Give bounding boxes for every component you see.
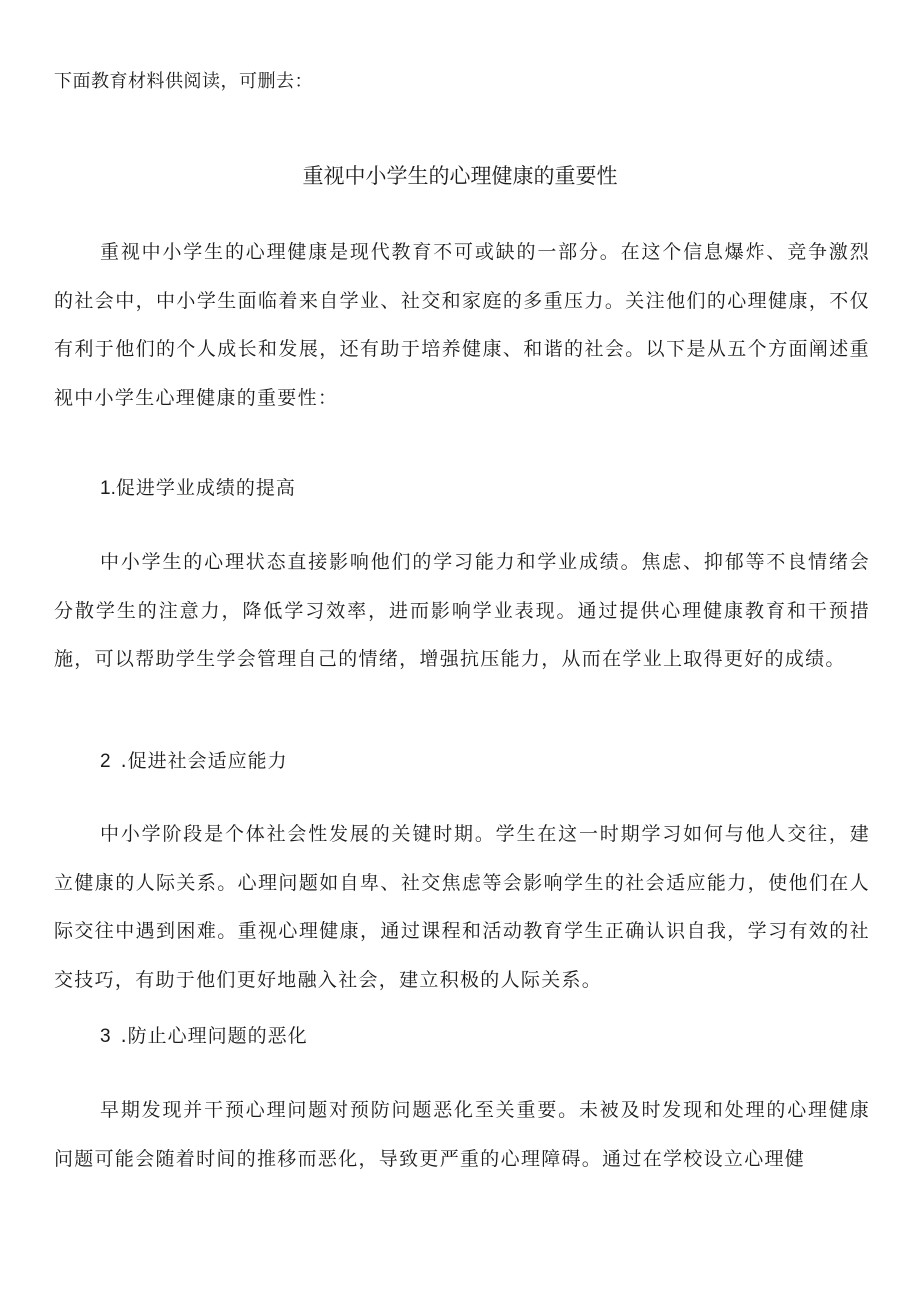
section-heading-2 <box>100 747 288 776</box>
section-title-2: .促进社会适应能力 <box>120 750 288 772</box>
section-title-3: .防止心理问题的恶化 <box>120 1025 308 1047</box>
section-number-3: 3 <box>100 1026 111 1047</box>
reading-note: 下面教育材料供阅读，可删去： <box>54 71 313 92</box>
section-number-2: 2 <box>100 751 111 772</box>
section-heading-3 <box>100 1022 308 1051</box>
intro-paragraph: 重视中小学生的心理健康是现代教育不可或缺的一部分。在这个信息爆炸、竞争激烈的社会中，中小学生面临着来自学业、社交和家庭的多重压力。关注他们的心理健康，不仅有利于他们的个人成长和发展，还有助于培养健康、和谐的社会。以下是从五个方面阐述重视中小学生心理健康的重要性： <box>54 241 870 409</box>
document-title: 重视中小学生的心理健康的重要性 <box>302 164 618 188</box>
section-number-1: 1. <box>100 478 116 499</box>
section-heading-1 <box>100 474 296 503</box>
section-paragraph-3: 早期发现并干预心理问题对预防问题恶化至关重要。未被及时发现和处理的心理健康问题可能会随着时间的推移而恶化，导致更严重的心理障碍。通过在学校设立心理健 <box>54 1099 870 1170</box>
section-title-1: 促进学业成绩的提高 <box>115 477 296 499</box>
section-paragraph-2: 中小学阶段是个体社会性发展的关键时期。学生在这一时期学习如何与他人交往，建立健康的人际关系。心理问题如自卑、社交焦虑等会影响学生的社会适应能力，使他们在人际交往中遇到困难。重视心理健康，通过课程和活动教育学生正确认识自我，学习有效的社交技巧，有助于他们更好地融入社会，建立积极的人际关系。 <box>54 823 870 991</box>
section-paragraph-1: 中小学生的心理状态直接影响他们的学习能力和学业成绩。焦虑、抑郁等不良情绪会分散学生的注意力，降低学习效率，进而影响学业表现。通过提供心理健康教育和干预措施，可以帮助学生学会管理自己的情绪，增强抗压能力，从而在学业上取得更好的成绩。 <box>54 551 870 670</box>
